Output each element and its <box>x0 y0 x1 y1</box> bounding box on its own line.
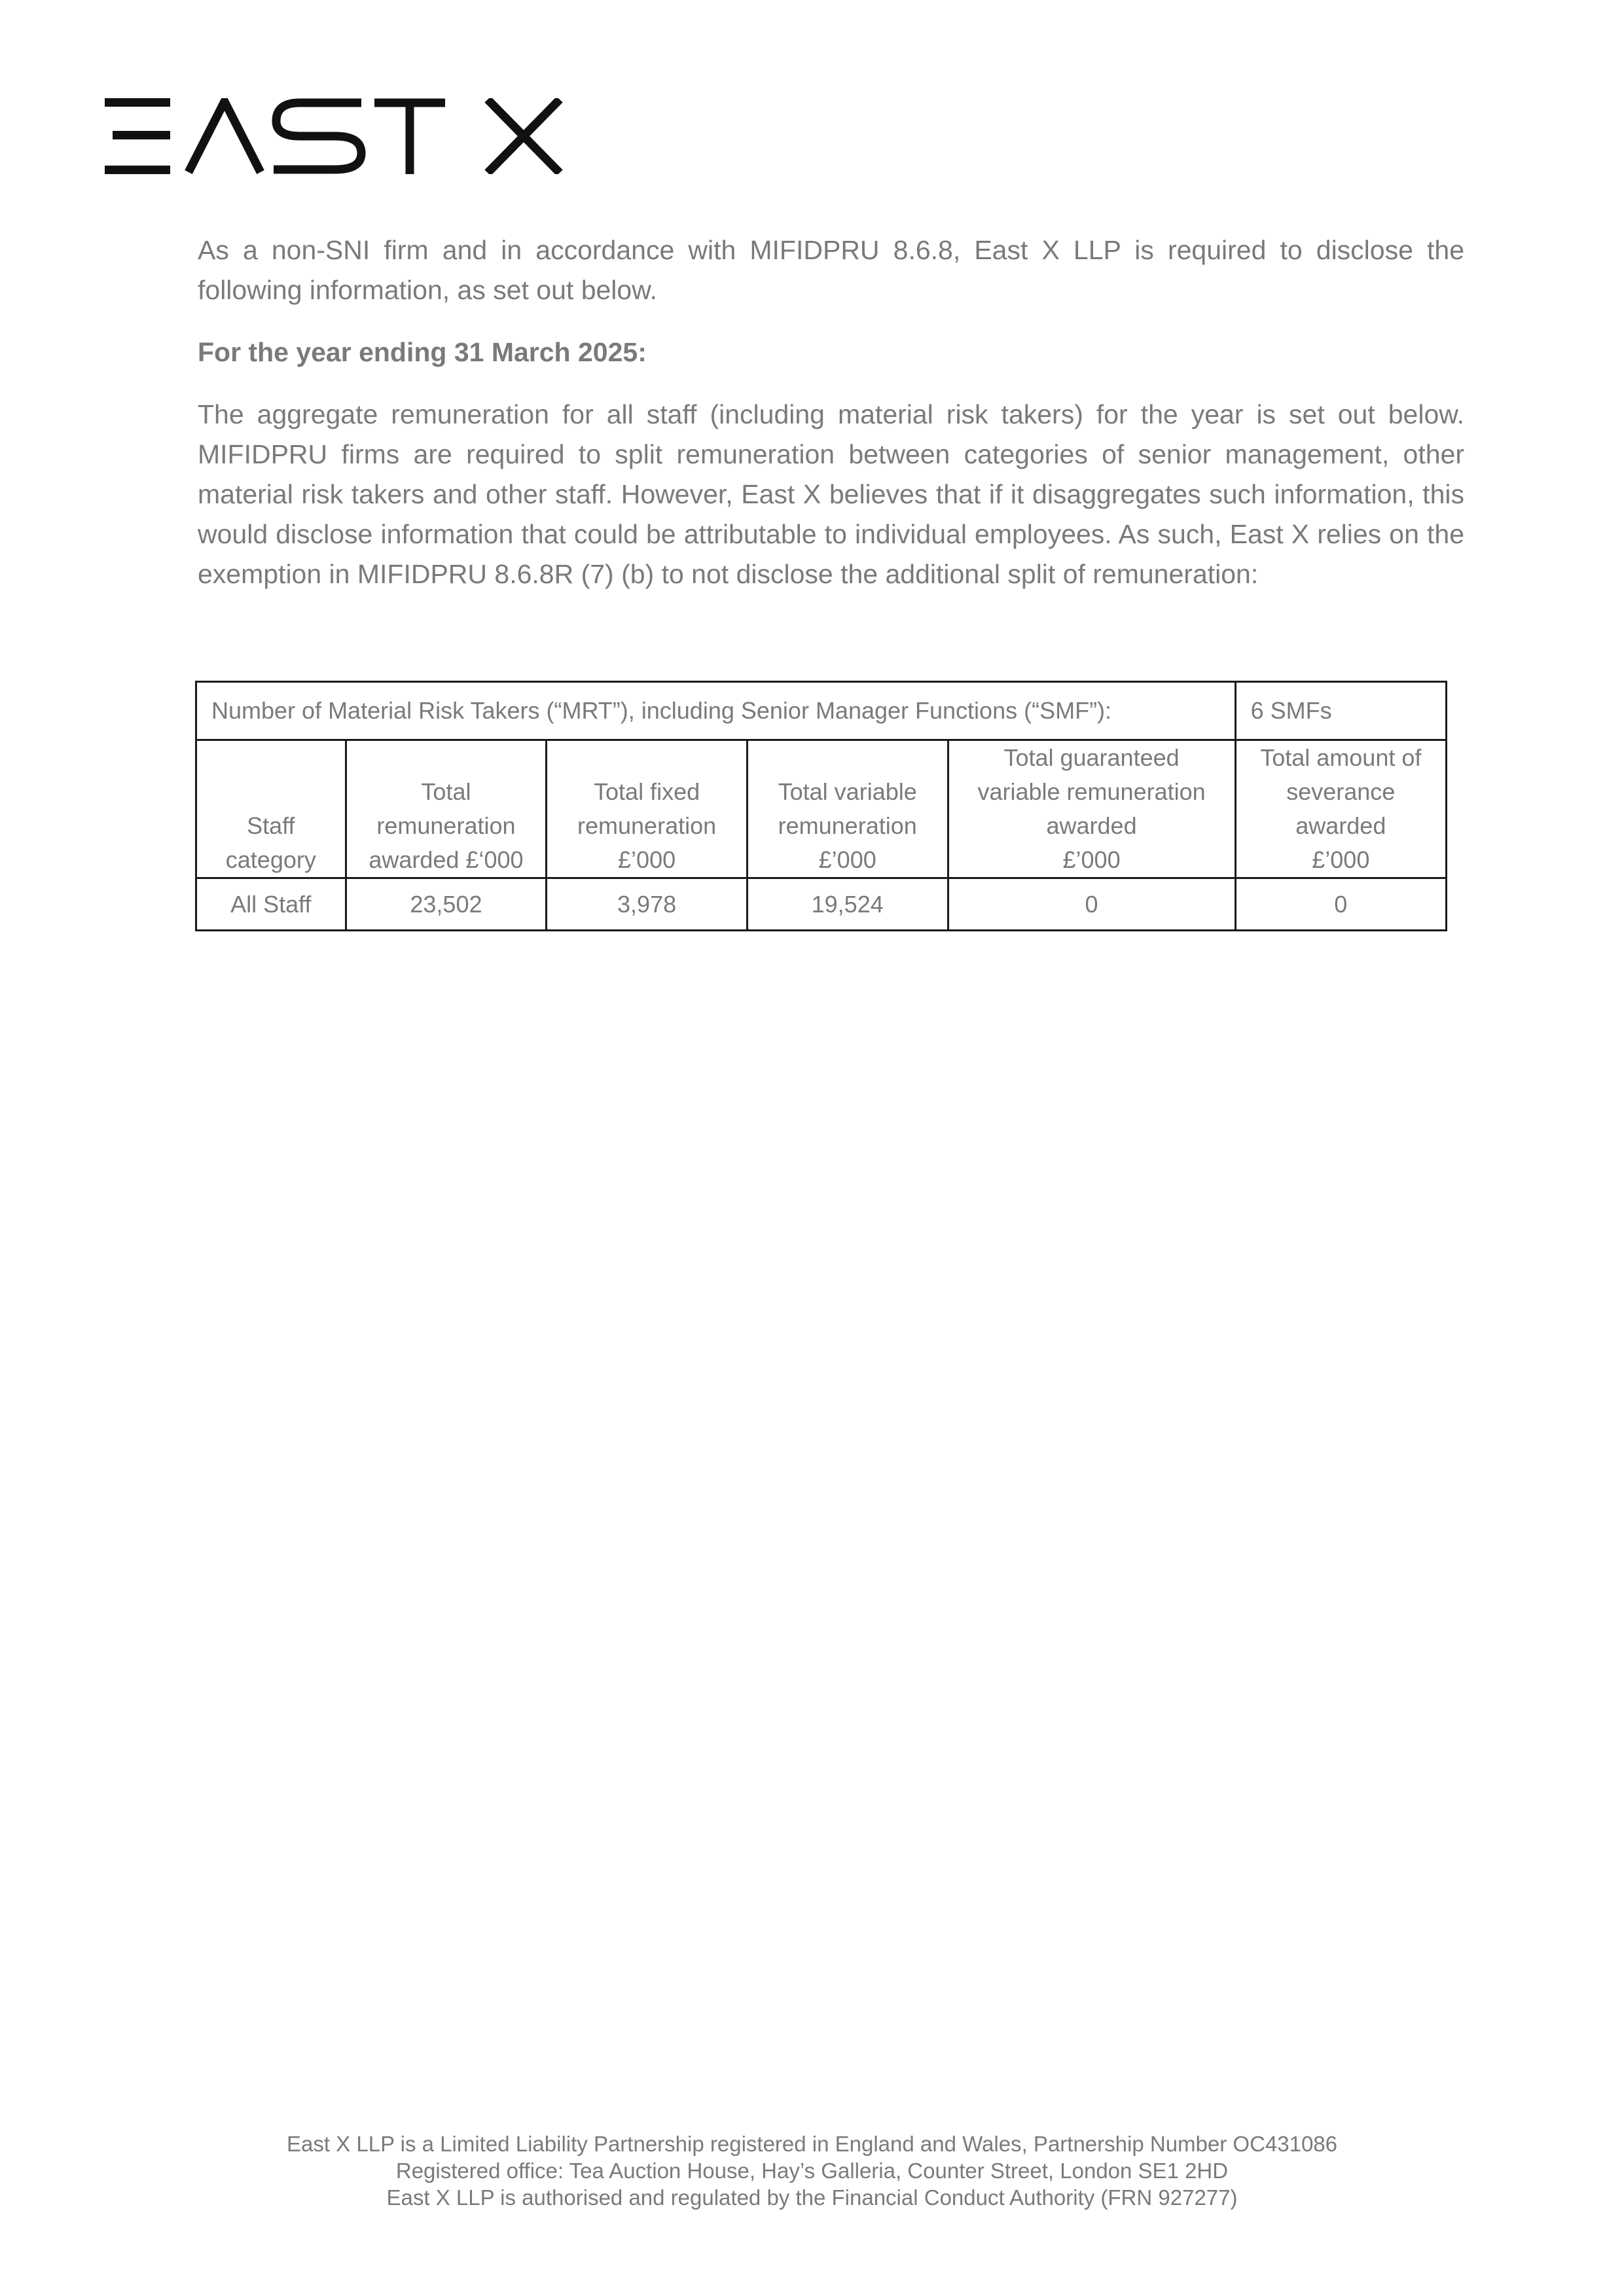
footer-line-office: Registered office: Tea Auction House, Hay’s Galleria, Counter Street, London SE1 2HD <box>395 2159 1229 2183</box>
company-logo <box>105 98 563 174</box>
header-total-fixed: Total fixed remuneration £’000 <box>547 740 748 878</box>
header-total-guaranteed: Total guaranteed variable remuneration awarded £’000 <box>948 740 1235 878</box>
year-heading: For the year ending 31 March 2025: <box>198 337 647 367</box>
footer-line-authorisation: East X LLP is authorised and regulated by the Financial Conduct Authority (FRN 927277) <box>386 2185 1238 2210</box>
main-content <box>198 230 1464 594</box>
table-row <box>196 878 1447 931</box>
cell-fixed: 3,978 <box>547 878 748 931</box>
cell-severance: 0 <box>1235 878 1446 931</box>
remuneration-table <box>195 681 1447 931</box>
header-staff-category: Staff category <box>196 740 346 878</box>
header-total-remuneration: Total remuneration awarded £‘000 <box>346 740 547 878</box>
mrt-value: 6 SMFs <box>1235 682 1446 740</box>
cell-category: All Staff <box>196 878 346 931</box>
page-footer <box>0 2130 1624 2211</box>
mrt-label: Number of Material Risk Takers (“MRT”), including Senior Manager Functions (“SMF”): <box>196 682 1236 740</box>
remuneration-paragraph: The aggregate remuneration for all staff (including material risk takers) for the year is set out below. MIFIDPRU firms are required to split remuneration between categories of senior management, other material risk takers and other staff. However, East X believes that if it disaggregates such information, this would disclose information that could be attributable to individual employees. As such, East X relies on the exemption in MIFIDPRU 8.6.8R (7) (b) to not disclose the additional split of remuneration: <box>198 399 1464 589</box>
header-total-variable: Total variable remuneration £’000 <box>747 740 948 878</box>
cell-total: 23,502 <box>346 878 547 931</box>
mrt-row <box>196 682 1447 740</box>
cell-guaranteed: 0 <box>948 878 1235 931</box>
cell-variable: 19,524 <box>747 878 948 931</box>
footer-line-registration: East X LLP is a Limited Liability Partnership registered in England and Wales, Partnership Number OC431086 <box>286 2132 1338 2156</box>
intro-paragraph: As a non-SNI firm and in accordance with MIFIDPRU 8.6.8, East X LLP is required to disclose the following information, as set out below. <box>198 235 1464 305</box>
header-total-severance: Total amount of severance awarded £’000 <box>1235 740 1446 878</box>
table-header-row <box>196 740 1447 878</box>
east-x-logo-icon <box>105 98 563 174</box>
